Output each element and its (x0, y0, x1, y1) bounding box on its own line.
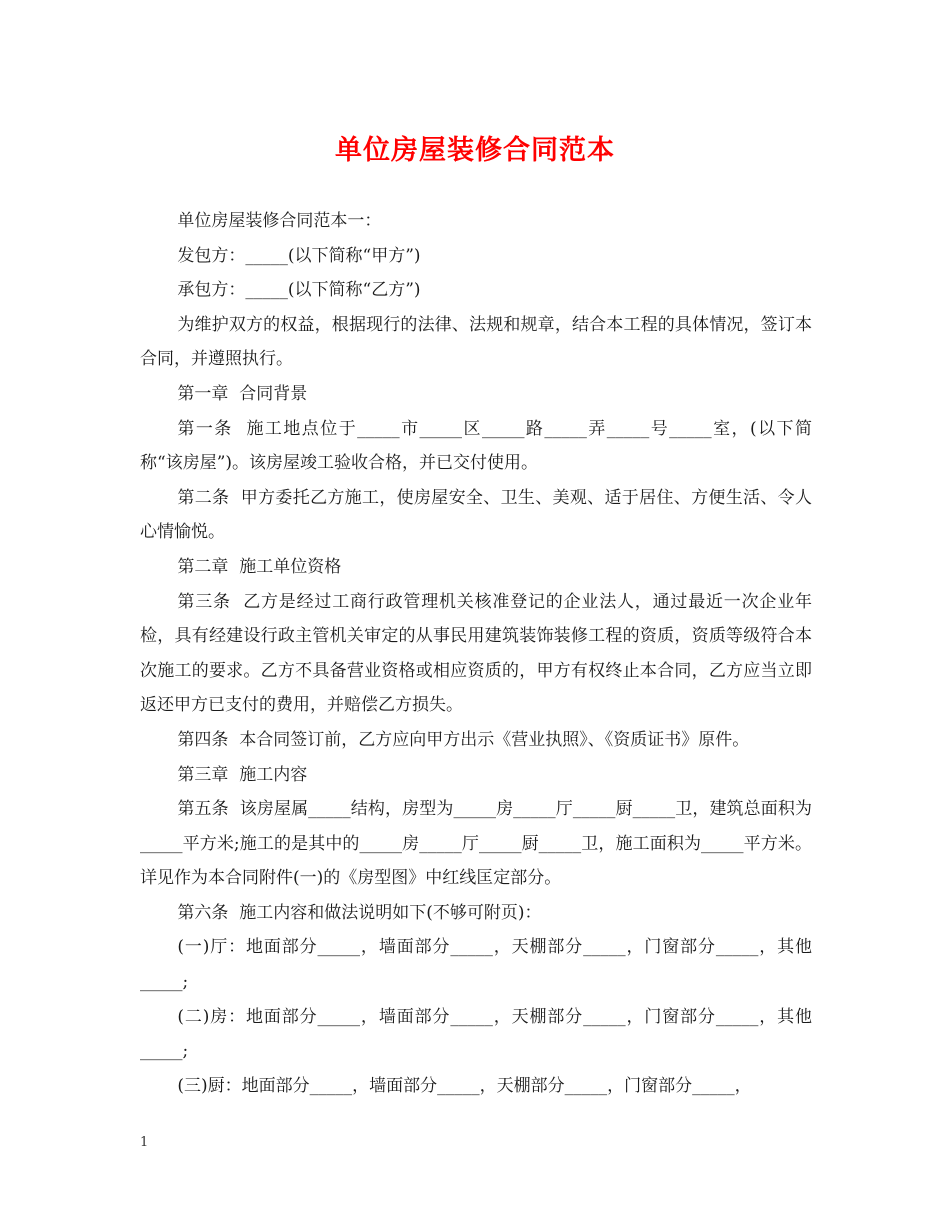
article-3: 第三条 乙方是经过工商行政管理机关核准登记的企业法人，通过最近一次企业年检，具有经建设行政主管机关审定的从事民用建筑装饰装修工程的资质，资质等级符合本次施工的要求。乙方不具备营业资格或相应资质的，甲方有权终止本合同，乙方应当立即返还甲方已支付的费用，并赔偿乙方损失。 (140, 591, 812, 716)
item-hall: (一)厅：地面部分_____，墙面部分_____，天棚部分_____，门窗部分_____，其他_____; (140, 937, 812, 993)
paragraph-party-b: 承包方：_____(以下简称“乙方”) (177, 280, 421, 301)
article-5: 第五条 该房屋属_____结构，房型为_____房_____厅_____厨_____卫，建筑总面积为_____平方米;施工的是其中的_____房_____厅_____厨_____卫，施工面积为_____平方米。详见作为本合同附件(一)的《房型图》中红线匡定部分。 (140, 799, 812, 889)
paragraph-intro: 单位房屋装修合同范本一： (177, 211, 382, 231)
paragraph-party-a: 发包方：_____(以下简称“甲方”) (177, 245, 421, 266)
chapter-heading-3: 第三章 施工内容 (177, 764, 308, 785)
chapter-heading-2: 第二章 施工单位资格 (177, 556, 342, 577)
article-6: 第六条 施工内容和做法说明如下(不够可附页)： (177, 902, 542, 923)
article-4: 第四条 本合同签订前，乙方应向甲方出示《营业执照》、《资质证书》原件。 (177, 729, 750, 750)
item-kitchen: (三)厨：地面部分_____，墙面部分_____，天棚部分_____，门窗部分_____， (177, 1075, 752, 1096)
paragraph-preamble: 为维护双方的权益，根据现行的法律、法规和规章，结合本工程的具体情况，签订本合同，并遵照执行。 (140, 314, 812, 370)
document-body (140, 204, 812, 1103)
chapter-heading-1: 第一章 合同背景 (177, 383, 308, 404)
article-1: 第一条 施工地点位于_____市_____区_____路_____弄_____号_____室，(以下简称“该房屋”)。该房屋竣工验收合格，并已交付使用。 (140, 418, 812, 474)
document-title: 单位房屋装修合同范本 (335, 135, 615, 166)
article-2: 第二条 甲方委托乙方施工，使房屋安全、卫生、美观、适于居住、方便生活、令人心情愉悦。 (140, 487, 812, 543)
page-number: 1 (140, 1135, 149, 1150)
item-room: (二)房：地面部分_____，墙面部分_____，天棚部分_____，门窗部分_____，其他_____; (140, 1006, 812, 1062)
